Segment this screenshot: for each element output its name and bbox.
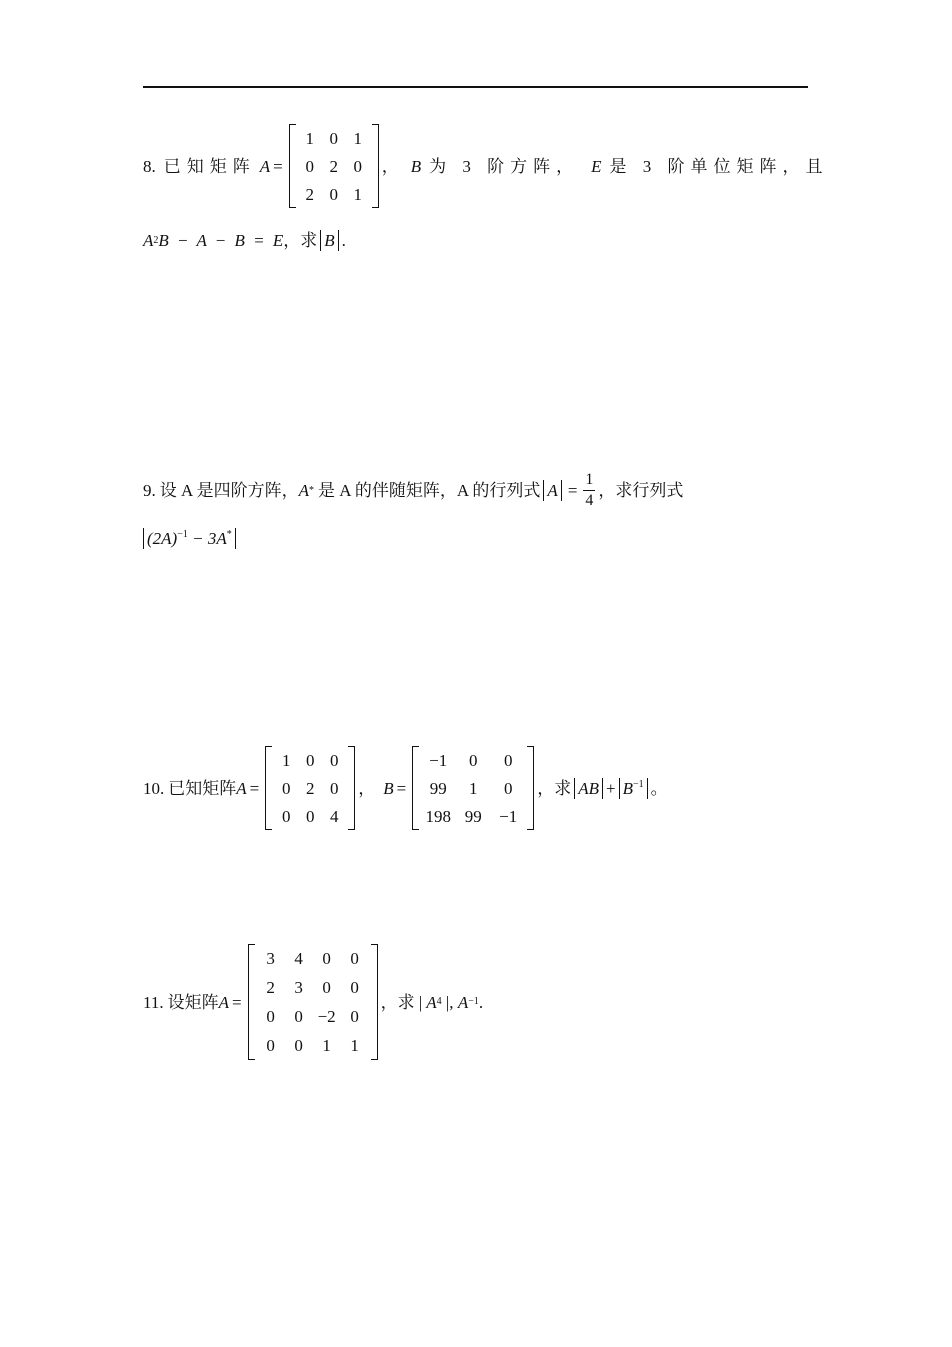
q10-det-B-inverse: [619, 778, 648, 799]
header-rule: [143, 86, 808, 88]
q8-line2-A: A: [143, 231, 154, 250]
q8-line2-ask: ，求: [283, 231, 318, 250]
q9-number: 9.: [143, 481, 156, 500]
q11-end: .: [478, 992, 484, 1012]
q10-binv-sup: −1: [632, 778, 644, 790]
question-11-line: 11. 设矩阵 A = 3 4 0 0 2 3 0 0 0 0 −2 0 0 0 1 1 ，求 | A 4 |, A −1 .: [143, 944, 483, 1060]
matrix-cell: 0: [305, 750, 315, 770]
q11-ainv: A: [457, 992, 469, 1012]
q11-number: 11.: [143, 992, 164, 1012]
matrix-cell: 0: [305, 156, 314, 176]
q11-A: A: [218, 992, 230, 1012]
q10-binv-B: B: [622, 778, 633, 798]
question-8-line-2: A 2 B − A − B = E ，求 B .: [143, 231, 346, 250]
matrix-cell: 1: [468, 778, 478, 798]
q8-matrix-name: A: [259, 156, 271, 176]
matrix-cell: 0: [281, 806, 291, 826]
matrix-cell: 99: [429, 778, 447, 798]
matrix-cell: 0: [350, 1007, 359, 1026]
q10-lead-text: 已知矩阵: [168, 778, 237, 798]
matrix-cell: 0: [266, 1007, 275, 1026]
q10-matrix-B: [412, 746, 534, 830]
matrix-cell: 0: [294, 1036, 303, 1055]
q9-equals: =: [567, 481, 578, 500]
matrix-cell: 0: [322, 949, 331, 968]
q9-text-2: 是 A 的伴随矩阵，A 的行列式: [317, 481, 541, 500]
q9-fraction: [583, 472, 595, 509]
q10-number: 10.: [143, 778, 165, 798]
q10-plus: +: [606, 778, 616, 798]
q8-text-e: 是 3 阶单位矩阵，且: [609, 156, 829, 176]
q8-E: E: [591, 156, 602, 176]
matrix-cell: 2: [305, 778, 315, 798]
matrix-cell: 0: [329, 128, 338, 148]
q9-frac-numerator: 1: [583, 472, 595, 491]
matrix-cell: 0: [503, 778, 513, 798]
q9-expr-a: (2A): [147, 529, 178, 548]
q8-equals: =: [273, 156, 283, 176]
matrix-cell: 0: [281, 778, 291, 798]
q10-end: 。: [650, 778, 668, 798]
q10-ask: ，求: [537, 778, 572, 798]
matrix-cell: 3: [294, 978, 303, 997]
q11-mid: |,: [441, 992, 458, 1012]
matrix-cell: 0: [305, 806, 315, 826]
q10-equals-B: =: [396, 778, 407, 798]
question-8-line-1: [143, 124, 829, 208]
matrix-cell: 1: [281, 750, 291, 770]
matrix-cell: 2: [266, 978, 275, 997]
q8-line2-equation: B − A − B = E: [158, 231, 284, 250]
matrix-cell: 1: [353, 184, 362, 204]
matrix-cell: 1: [322, 1036, 331, 1055]
q10-equals-A: =: [249, 778, 260, 798]
q9-astar: A: [298, 481, 309, 500]
q11-ask: ，求 |: [380, 992, 423, 1012]
matrix-cell: 3: [266, 949, 275, 968]
q8-text-b: 为 3 阶方阵，: [429, 156, 580, 176]
q9-frac-denominator: 4: [585, 492, 594, 509]
q8-lead-text: 已知矩阵: [163, 156, 256, 176]
matrix-cell: −1: [499, 806, 518, 826]
matrix-cell: 0: [329, 750, 339, 770]
q9-text-3: ，求行列式: [598, 481, 684, 500]
matrix-cell: 0: [468, 750, 478, 770]
q10-B: B: [383, 778, 394, 798]
q9-text-1: 设 A 是四阶方阵，: [159, 481, 299, 500]
matrix-cell: 1: [305, 128, 314, 148]
q11-matrix-A: [248, 944, 378, 1060]
q9-det-A: A: [543, 480, 561, 501]
matrix-cell: 0: [350, 978, 359, 997]
question-10-line: [143, 746, 668, 830]
matrix-cell: 0: [350, 949, 359, 968]
q10-A: A: [236, 778, 247, 798]
matrix-cell: 0: [503, 750, 513, 770]
matrix-cell: 0: [266, 1036, 275, 1055]
q9-expr-mid: − 3A: [187, 529, 227, 548]
matrix-cell: 2: [329, 156, 338, 176]
q8-number: 8.: [143, 156, 156, 176]
matrix-cell: 2: [305, 184, 314, 204]
matrix-cell: 0: [353, 156, 362, 176]
q10-matrix-A: [265, 746, 355, 830]
q8-det-B: B: [320, 230, 338, 251]
matrix-cell: 1: [353, 128, 362, 148]
q11-equals: =: [232, 992, 242, 1012]
matrix-cell: 99: [464, 806, 482, 826]
q8-matrix-A: [289, 124, 379, 208]
matrix-cell: 4: [329, 806, 339, 826]
matrix-cell: 0: [294, 1007, 303, 1026]
q8-comma: ，: [381, 156, 399, 176]
question-9-line-1: 9. 设 A 是四阶方阵， A * 是 A 的伴随矩阵，A 的行列式 A = $\frac{1}{4}$ ，求行列式: [143, 471, 684, 509]
q10-comma: ，: [358, 778, 376, 798]
matrix-cell: 0: [329, 778, 339, 798]
q11-lead-text: 设矩阵: [167, 992, 219, 1012]
q9-expression: [143, 528, 236, 549]
q8-period: .: [341, 231, 346, 250]
q9-expr-sup-1: −1: [177, 529, 188, 540]
question-9-line-2: [143, 528, 239, 549]
matrix-cell: 0: [329, 184, 338, 204]
q9-expr-sup-2: *: [226, 529, 232, 540]
matrix-cell: −1: [429, 750, 448, 770]
matrix-cell: 4: [294, 949, 303, 968]
matrix-cell: 1: [350, 1036, 359, 1055]
matrix-cell: 0: [322, 978, 331, 997]
matrix-cell: −2: [317, 1007, 336, 1026]
q8-B: B: [410, 156, 422, 176]
q11-a4: A: [426, 992, 437, 1012]
q10-det-AB: AB: [574, 778, 603, 799]
matrix-cell: 198: [425, 806, 451, 826]
